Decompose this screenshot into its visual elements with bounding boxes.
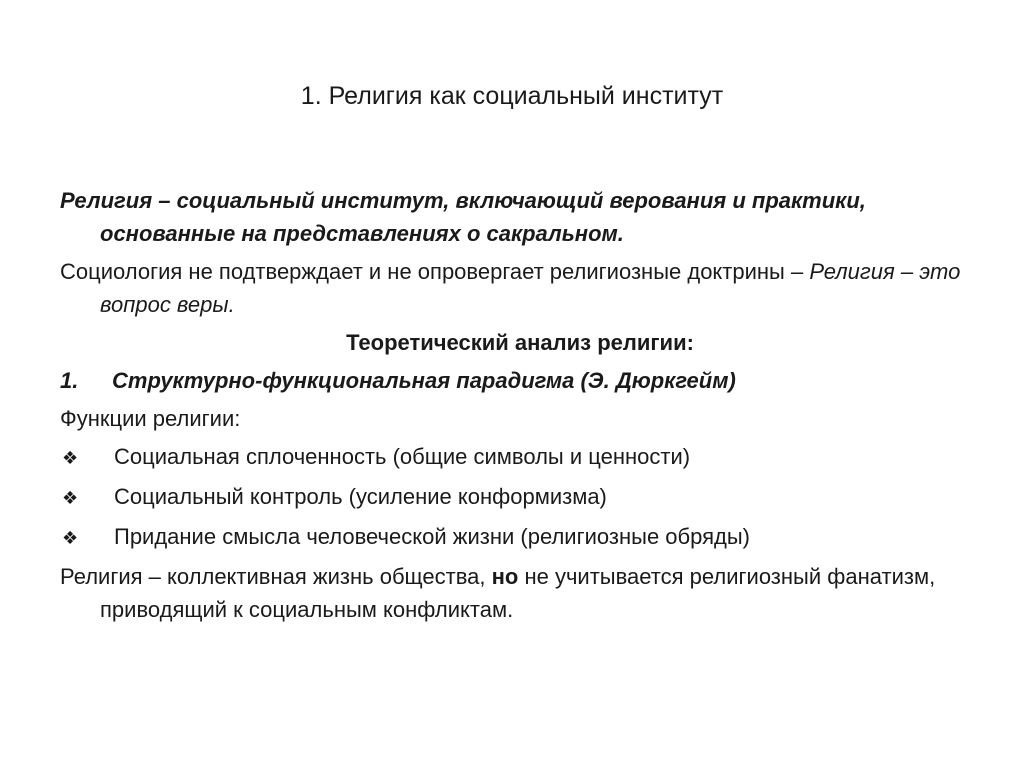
- conclusion-part1: Религия – коллективная жизнь общества,: [60, 564, 492, 589]
- sociology-statement: [60, 255, 980, 321]
- religion-definition: Религия – социальный институт, включающий верования и практики, основанные на представлениях о сакральном.: [60, 188, 866, 246]
- conclusion-part2: не учитывается религиозный фанатизм, приводящий к социальным конфликтам.: [100, 564, 936, 622]
- function-item: [60, 440, 980, 475]
- analysis-heading: Теоретический анализ религии:: [346, 330, 694, 355]
- function-text: Социальный контроль (усиление конформизма): [114, 484, 607, 509]
- paradigm-number: 1.: [60, 368, 79, 393]
- function-item: [60, 520, 980, 555]
- function-text: Придание смысла человеческой жизни (религиозные обряды): [114, 524, 751, 549]
- conclusion: [60, 560, 980, 626]
- function-item: [60, 480, 980, 515]
- diamond-bullet-icon: ❖: [62, 488, 79, 508]
- function-text: Социальная сплоченность (общие символы и ценности): [114, 444, 691, 469]
- paradigm-item: [60, 364, 980, 397]
- conclusion-bold: но: [491, 564, 519, 589]
- diamond-bullet-icon: ❖: [62, 528, 79, 548]
- faith-question: Религия – это вопрос веры.: [100, 259, 961, 317]
- diamond-bullet-icon: ❖: [62, 448, 79, 468]
- sociology-text: Социология не подтверждает и не опровергает религиозные доктрины –: [60, 259, 804, 284]
- paradigm-text: Структурно-функциональная парадигма (Э. Дюркгейм): [112, 368, 736, 393]
- functions-label: Функции религии:: [60, 406, 241, 431]
- slide-body: [60, 184, 980, 631]
- slide-title: 1. Религия как социальный институт: [300, 82, 724, 110]
